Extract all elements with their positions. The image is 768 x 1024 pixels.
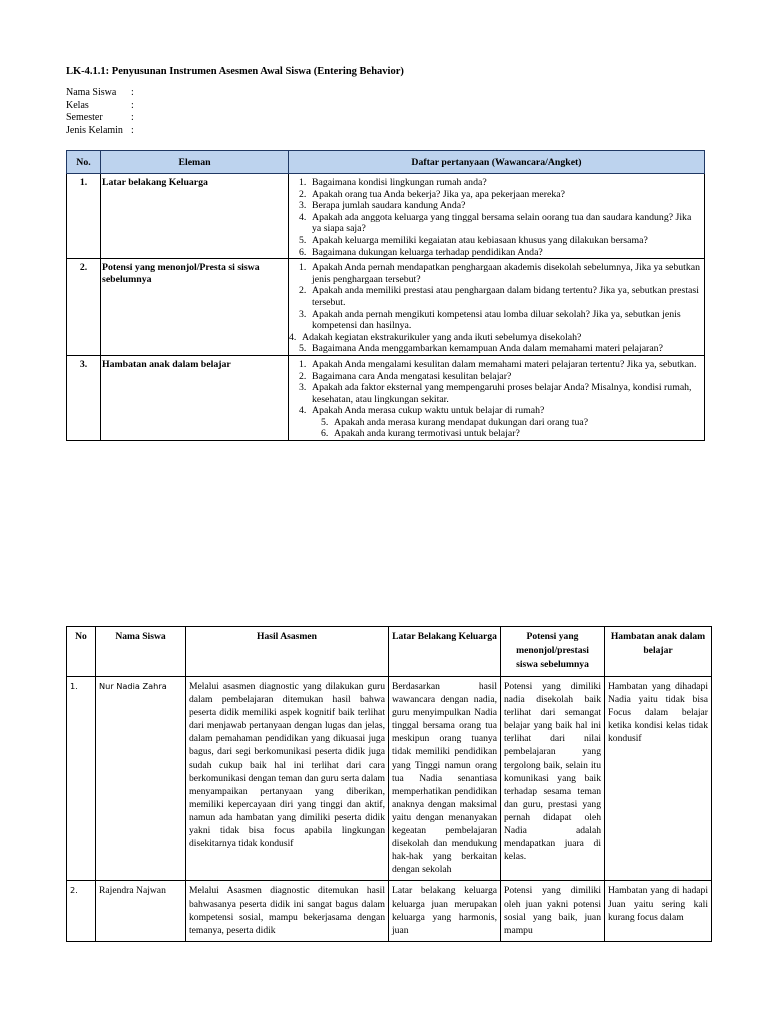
- question-item: [293, 189, 701, 201]
- assessment-results-table: [66, 626, 712, 942]
- learning-obstacles-cell: Hambatan yang dihadapi Nadia yaitu tidak bisa Focus dalam belajar ketika kondisi kelas tidak kondusif: [605, 677, 712, 881]
- question-text: Berapa jumlah saudara kandung Anda?: [312, 200, 466, 212]
- question-number: 6.: [299, 246, 307, 258]
- question-number: 6.: [321, 428, 329, 440]
- row-number: 1.: [67, 174, 101, 259]
- question-item: [293, 285, 701, 308]
- question-text: Apakah anda merasa kurang mendapat dukungan dari orang tua?: [334, 416, 589, 428]
- row-number: 2.: [67, 881, 96, 941]
- field-nama-siswa: [66, 87, 134, 100]
- question-number: 2.: [299, 370, 307, 382]
- row-number: 1.: [67, 677, 96, 881]
- field-separator: :: [131, 99, 134, 111]
- header-assessment-result: Hasil Asasmen: [186, 627, 389, 677]
- question-text: Apakah orang tua Anda bekerja? Jika ya, apa pekerjaan mereka?: [312, 188, 565, 200]
- row-number: 2.: [67, 259, 101, 356]
- question-number: 3.: [299, 382, 307, 394]
- question-item: [293, 382, 701, 405]
- field-kelas: [66, 100, 134, 113]
- header-questions: Daftar pertanyaan (Wawancara/Angket): [289, 151, 705, 174]
- question-text: Bagaimana dukungan keluarga terhadap pendidikan Anda?: [312, 246, 543, 258]
- family-background-cell: Latar belakang keluarga keluarga juan merupakan keluarga yang harmonis, juan: [389, 881, 501, 941]
- question-item: [293, 405, 701, 417]
- question-text: Apakah anda kurang termotivasi untuk belajar?: [334, 428, 520, 440]
- student-info-fields: [66, 87, 134, 137]
- question-item: [293, 309, 701, 332]
- question-number: 1.: [299, 358, 307, 370]
- question-text: Apakah keluarga memiliki kegaiatan atau kebiasaan khusus yang dilakukan bersama?: [312, 234, 648, 246]
- question-text: Apakah anda memiliki prestasi atau penghargaan dalam bidang tertentu? Jika ya, sebutkan prestasi tersebut.: [312, 285, 699, 308]
- question-list: [293, 177, 701, 258]
- questions-cell: [289, 355, 705, 440]
- question-list: [289, 262, 701, 355]
- questions-cell: [289, 259, 705, 356]
- student-name: Nur Nadia Zahra: [96, 677, 186, 881]
- element-cell: Latar belakang Keluarga: [101, 174, 289, 259]
- question-text: Apakah Anda pernah mendapatkan penghargaan akademis disekolah sebelumnya, Jika ya sebutkan jenis penghargaan tersebut?: [312, 262, 701, 285]
- question-number: 5.: [299, 234, 307, 246]
- element-cell: Hambatan anak dalam belajar: [101, 355, 289, 440]
- table-header-row: [67, 627, 712, 677]
- row-number: 3.: [67, 355, 101, 440]
- header-family-background: Latar Belakang Keluarga: [389, 627, 501, 677]
- element-cell: Potensi yang menonjol/Presta si siswa sebelumnya: [101, 259, 289, 356]
- potential-cell: Potensi yang dimiliki oleh juan yakni potensi sosial yang baik, juan mampu: [501, 881, 605, 941]
- question-text: Bagaimana kondisi lingkungan rumah anda?: [312, 177, 487, 188]
- header-no: No: [67, 627, 96, 677]
- questions-cell: [289, 174, 705, 259]
- question-item: [289, 332, 701, 344]
- question-number: 4.: [289, 331, 297, 343]
- header-no: No.: [67, 151, 101, 174]
- header-element: Eleman: [101, 151, 289, 174]
- student-name: Rajendra Najwan: [96, 881, 186, 941]
- table-row: [67, 677, 712, 881]
- table-row: [67, 259, 705, 356]
- question-item: [293, 262, 701, 285]
- question-item: [293, 417, 701, 429]
- question-text: Bagaimana Anda menggambarkan kemampuan Anda dalam memahami materi pelajaran?: [312, 343, 663, 355]
- question-text: Apakah Anda mengalami kesulitan dalam memahami materi pelajaran tertentu? Jika ya, sebutkan.: [312, 358, 697, 370]
- field-jenis-kelamin: [66, 125, 134, 138]
- header-potential: Potensi yang menonjol/prestasi siswa sebelumnya: [501, 627, 605, 677]
- table-row: [67, 355, 705, 440]
- learning-obstacles-cell: Hambatan yang di hadapi Juan yaitu sering kali kurang focus dalam: [605, 881, 712, 941]
- assessment-result-cell: Melalui Asasmen diagnostic ditemukan hasil bahwasanya peserta didik ini sangat bagus dalam kompetensi sosial, mampu bekerjasama dengan temanya, peserta didik: [186, 881, 389, 941]
- question-item: [293, 371, 701, 383]
- table-row: [67, 881, 712, 941]
- question-number: 5.: [321, 416, 329, 428]
- header-student-name: Nama Siswa: [96, 627, 186, 677]
- question-text: Bagaimana cara Anda mengatasi kesulitan belajar?: [312, 370, 512, 382]
- question-text: Apakah ada faktor eksternal yang mempengaruhi proses belajar Anda? Misalnya, kondisi rumah, kesehatan, atau lingkungan sekitar.: [312, 382, 692, 405]
- question-item: [293, 212, 701, 235]
- field-separator: :: [131, 87, 134, 98]
- assessment-result-cell: Melalui asasmen diagnostic yang dilakukan guru dalam pembelajaran ditemukan hasil bahwa peserta didik memiliki aspek kognitif baik terlihat dari menjawab pertanyaan dengan lugas dan jelas, dalam pemahaman pendidikan yang dikuasai juga bagus, dari segi berkomunikasi peserta didik juga sudah cukup baik hal ini terlihat dari cara berkomunikasi dengan teman dan guru serta dalam menyampaikan pertanyaan yang diberikan, memiliki kepercayaan diri yang tinggi dan aktif, namun ada hambatan yang dimiliki peserta didik yakni tidak bisa focus apabila lingkungan disekitarnya tidak kondusif: [186, 677, 389, 881]
- question-number: 3.: [299, 308, 307, 320]
- question-number: 3.: [299, 200, 307, 212]
- question-number: 1.: [299, 177, 307, 188]
- question-number: 2.: [299, 285, 307, 297]
- table-header-row: [67, 151, 705, 174]
- field-label: Nama Siswa: [66, 87, 117, 98]
- question-item: [293, 343, 701, 355]
- question-list: [293, 359, 701, 440]
- table-row: [67, 174, 705, 259]
- question-item: [293, 359, 701, 371]
- field-label: Semester: [66, 112, 103, 124]
- page-title: LK-4.1.1: Penyusunan Instrumen Asesmen Awal Siswa (Entering Behavior): [66, 66, 404, 77]
- field-semester: [66, 112, 134, 125]
- question-list-table: [66, 150, 705, 441]
- question-text: Adakah kegiatan ekstrakurikuler yang anda ikuti sebelumya disekolah?: [302, 331, 582, 343]
- question-item: [293, 177, 701, 189]
- field-separator: :: [131, 112, 134, 124]
- question-text: Apakah anda pernah mengikuti kompetensi atau lomba diluar sekolah? Jika ya, sebutkan jenis kompetensi dan hasilnya.: [312, 308, 681, 332]
- question-item: [293, 428, 701, 440]
- question-text: Apakah ada anggota keluarga yang tinggal bersama selain oorang tua dan saudara kandung? Jika ya siapa saja?: [312, 211, 692, 235]
- header-learning-obstacles: Hambatan anak dalam belajar: [605, 627, 712, 677]
- question-item: [293, 247, 701, 259]
- potential-cell: Potensi yang dimiliki nadia disekolah baik terlihat dari semangat belajar yang baik hal ini terlihat dari nilai pembelajaran yang tergolong baik, selain itu komunikasi yang baik terhadap sesama teman dan guru, prestasi yang pernah didapat oleh Nadia adalah mendapatkan juara di kelas.: [501, 677, 605, 881]
- field-label: Kelas: [66, 99, 89, 111]
- question-number: 4.: [299, 405, 307, 417]
- question-text: Apakah Anda merasa cukup waktu untuk belajar di rumah?: [312, 405, 545, 417]
- family-background-cell: Berdasarkan hasil wawancara dengan nadia, guru menyimpulkan Nadia tinggal bersama orang tua meskipun orang tuanya tidak memiliki pendidikan yang Tinggi namun orang tua Nadia senantiasa memperhatikan pendidikan anaknya dengan maksimal yaitu dengan menanyakan kegeatan pembelajaran disekolah dan mendukung hak-hak yang berkaitan dengan sekolah: [389, 677, 501, 881]
- question-item: [293, 235, 701, 247]
- question-number: 1.: [299, 262, 307, 274]
- question-number: 5.: [299, 343, 307, 355]
- field-separator: :: [131, 124, 134, 136]
- field-label: Jenis Kelamin: [66, 124, 123, 136]
- question-number: 2.: [299, 188, 307, 200]
- question-item: [293, 200, 701, 212]
- question-number: 4.: [299, 211, 307, 223]
